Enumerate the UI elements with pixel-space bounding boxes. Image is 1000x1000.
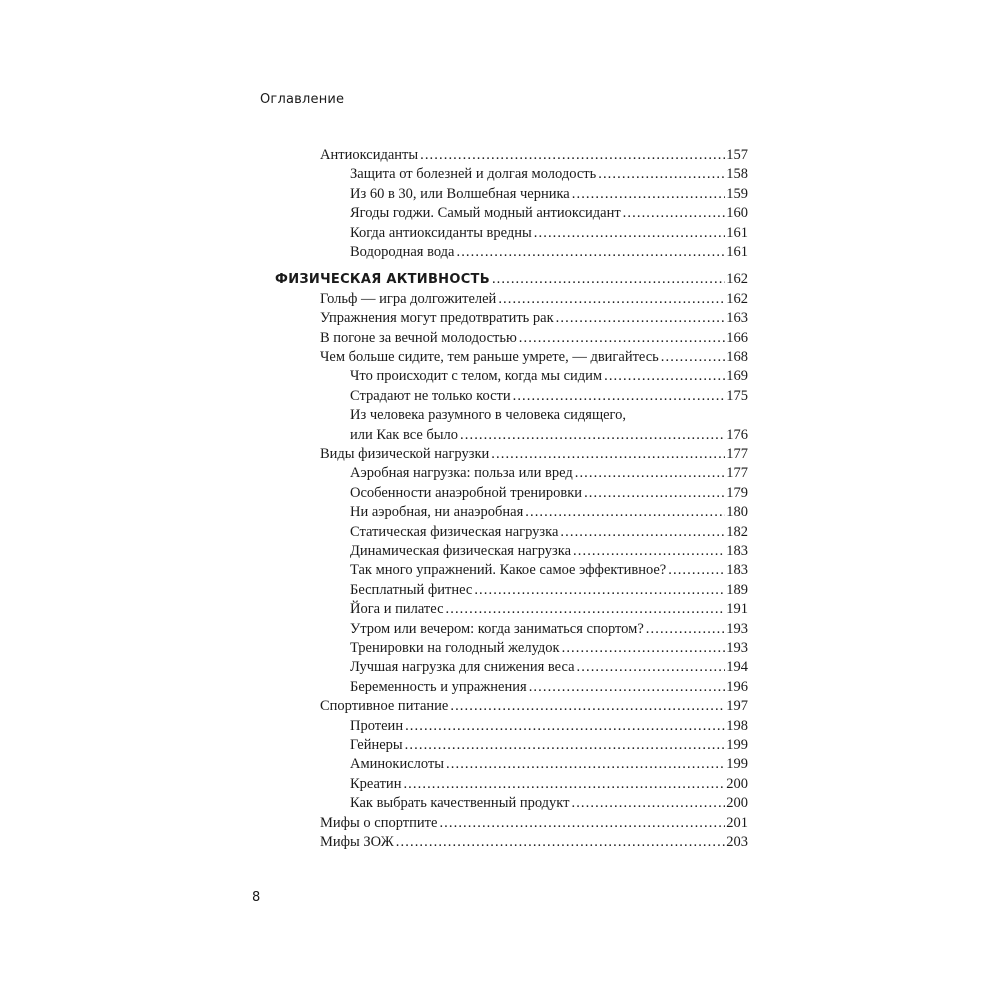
- toc-entry-page: 161: [726, 224, 748, 241]
- toc-entry-title: Утром или вечером: когда заниматься спортом?: [350, 620, 644, 637]
- dot-leader: [491, 445, 725, 464]
- toc-entry-title: В погоне за вечной молодостью: [320, 329, 517, 346]
- dot-leader: [420, 146, 725, 165]
- toc-entry-title: Ягоды годжи. Самый модный антиоксидант: [350, 205, 621, 222]
- toc-entry-page: 194: [726, 659, 748, 676]
- toc-entry-title: Аэробная нагрузка: польза или вред: [350, 465, 573, 482]
- toc-entry: [275, 270, 748, 289]
- dot-leader: [450, 697, 725, 716]
- toc-entry: [350, 581, 748, 600]
- toc-entry: [320, 445, 748, 464]
- dot-leader: [534, 224, 725, 243]
- toc-entry-page: 193: [726, 620, 748, 637]
- toc-entry-page: 200: [726, 795, 748, 812]
- toc-entry-page: 189: [726, 581, 748, 598]
- toc-entry-page: 166: [726, 329, 748, 346]
- toc-entry-page: 200: [726, 775, 748, 792]
- toc-entry: [350, 678, 748, 697]
- toc-entry-page: 197: [726, 698, 748, 715]
- toc-entry-page: 182: [726, 523, 748, 540]
- dot-leader: [403, 775, 725, 794]
- toc-entry-page: 157: [726, 146, 748, 163]
- dot-leader: [556, 309, 726, 328]
- dot-leader: [498, 290, 725, 309]
- toc-entry-title: Как выбрать качественный продукт: [350, 795, 570, 812]
- dot-leader: [513, 387, 726, 406]
- toc-entry-page: 161: [726, 243, 748, 260]
- toc-entry: [350, 620, 748, 639]
- toc-entry: [320, 290, 748, 309]
- dot-leader: [562, 639, 726, 658]
- toc-entry: [320, 814, 748, 833]
- toc-entry: [350, 224, 748, 243]
- toc-entry: [320, 697, 748, 716]
- toc-entry-title: Упражнения могут предотвратить рак: [320, 310, 554, 327]
- toc-entry-title: Бесплатный фитнес: [350, 581, 473, 598]
- dot-leader: [529, 678, 726, 697]
- toc-entry: [350, 794, 748, 813]
- dot-leader: [646, 620, 725, 639]
- toc-entry-page: 196: [726, 678, 748, 695]
- toc-entry-title: Мифы ЗОЖ: [320, 833, 394, 850]
- dot-leader: [604, 367, 725, 386]
- toc-entry: [350, 755, 748, 774]
- toc-entry-title: Защита от болезней и долгая молодость: [350, 166, 597, 183]
- toc-entry: [350, 367, 748, 386]
- dot-leader: [474, 581, 725, 600]
- toc-entry: [350, 484, 748, 503]
- toc-entry-title: Гольф — игра долгожителей: [320, 290, 497, 307]
- toc-entry-title: Мифы о спортпите: [320, 814, 438, 831]
- dot-leader: [405, 736, 726, 755]
- dot-leader: [623, 204, 726, 223]
- toc-entry-title: Протеин: [350, 717, 404, 734]
- toc-entry-title: Гейнеры: [350, 736, 403, 753]
- toc-entry: [350, 658, 748, 677]
- toc-entry: [320, 309, 748, 328]
- toc-entry-page: 198: [726, 717, 748, 734]
- dot-leader: [446, 600, 726, 619]
- toc-entry-title: Особенности анаэробной тренировки: [350, 484, 583, 501]
- dot-leader: [446, 755, 725, 774]
- dot-leader: [577, 658, 726, 677]
- toc-entry: [350, 503, 748, 522]
- toc-entry: [350, 736, 748, 755]
- toc-entry: [320, 348, 748, 367]
- toc-entry-page: 179: [726, 484, 748, 501]
- dot-leader: [572, 185, 726, 204]
- toc-entry-title: Аминокислоты: [350, 756, 445, 773]
- toc-entry-title: Тренировки на голодный желудок: [350, 639, 560, 656]
- dot-leader: [661, 348, 725, 367]
- toc-entry-title: Когда антиоксиданты вредны: [350, 224, 532, 241]
- dot-leader: [492, 270, 725, 289]
- toc-entry: [350, 165, 748, 184]
- toc-entry-page: 180: [726, 504, 748, 521]
- toc-entry-page: 175: [726, 387, 748, 404]
- page-number: 8: [252, 890, 261, 905]
- toc-entry-title: Что происходит с телом, когда мы сидим: [350, 368, 603, 385]
- toc-entry-page: 199: [726, 736, 748, 753]
- dot-leader: [598, 165, 725, 184]
- toc-entry-page: 193: [726, 639, 748, 656]
- toc-entry-page: 159: [726, 185, 748, 202]
- toc-entry-page: 162: [726, 290, 748, 307]
- toc-entry-page: 199: [726, 756, 748, 773]
- toc-entry-title: Беременность и упражнения: [350, 678, 527, 695]
- toc-entry: [350, 204, 748, 223]
- toc-entry: [350, 426, 748, 445]
- toc-entry: [350, 185, 748, 204]
- toc-entry-page: 169: [726, 368, 748, 385]
- toc-entry: [350, 523, 748, 542]
- dot-leader: [575, 464, 726, 483]
- dot-leader: [519, 329, 725, 348]
- toc-entry-title: Виды физической нагрузки: [320, 445, 490, 462]
- toc-entry: [350, 387, 748, 406]
- toc-entry: [350, 464, 748, 483]
- toc-entry-page: 158: [726, 166, 748, 183]
- toc-entry: [350, 775, 748, 794]
- toc-entry: [320, 146, 748, 165]
- toc-entry: [350, 639, 748, 658]
- toc-entry-title: Страдают не только кости: [350, 387, 511, 404]
- toc-entry-title: Из 60 в 30, или Волшебная черника: [350, 185, 570, 202]
- toc-entry-title: Креатин: [350, 775, 402, 792]
- toc-entry: [350, 600, 748, 619]
- toc-entry-title: Ни аэробная, ни анаэробная: [350, 504, 524, 521]
- toc-entry-title: ФИЗИЧЕСКАЯ АКТИВНОСТЬ: [275, 272, 490, 288]
- toc-entry-page: 203: [726, 833, 748, 850]
- toc-entry-title: Из человека разумного в человека сидящего,: [350, 407, 627, 424]
- dot-leader: [525, 503, 725, 522]
- dot-leader: [571, 794, 725, 813]
- toc-entry-title: Так много упражнений. Какое самое эффективное?: [350, 562, 667, 579]
- dot-leader: [396, 833, 725, 852]
- dot-leader: [668, 561, 725, 580]
- toc-entry: [350, 561, 748, 580]
- toc-entry: [350, 406, 748, 425]
- dot-leader: [560, 523, 725, 542]
- toc-entry: [350, 243, 748, 262]
- toc-entry-title: Водородная вода: [350, 243, 455, 260]
- toc-entry-title: Антиоксиданты: [320, 146, 419, 163]
- toc-entry-title: Динамическая физическая нагрузка: [350, 542, 572, 559]
- toc-entry-page: 160: [726, 205, 748, 222]
- toc-entry-page: 191: [726, 601, 748, 618]
- toc-entry-title: Йога и пилатес: [350, 601, 444, 618]
- toc-entry-page: 176: [726, 426, 748, 443]
- toc-entry: [350, 542, 748, 561]
- dot-leader: [405, 717, 725, 736]
- running-head: Оглавление: [260, 92, 345, 107]
- toc-entry: [350, 717, 748, 736]
- toc-entry-page: 168: [726, 348, 748, 365]
- dot-leader: [456, 243, 725, 262]
- toc-entry-page: 183: [726, 542, 748, 559]
- dot-leader: [439, 814, 725, 833]
- toc-entry-title: Спортивное питание: [320, 698, 449, 715]
- toc-entry-title: Лучшая нагрузка для снижения веса: [350, 659, 575, 676]
- dot-leader: [460, 426, 725, 445]
- toc-entry-page: 177: [726, 465, 748, 482]
- toc-entry-page: 177: [726, 445, 748, 462]
- toc-entry-page: 162: [726, 271, 748, 288]
- toc-entry-page: 201: [726, 814, 748, 831]
- toc-entry-title: Статическая физическая нагрузка: [350, 523, 559, 540]
- toc-entry-title: или Как все было: [350, 426, 459, 443]
- dot-leader: [584, 484, 725, 503]
- toc-entry-title: Чем больше сидите, тем раньше умрете, — двигайтесь: [320, 348, 659, 365]
- toc-entry: [320, 329, 748, 348]
- dot-leader: [573, 542, 725, 561]
- toc-entry-page: 163: [726, 310, 748, 327]
- toc-entry-page: 183: [726, 562, 748, 579]
- toc-entry: [320, 833, 748, 852]
